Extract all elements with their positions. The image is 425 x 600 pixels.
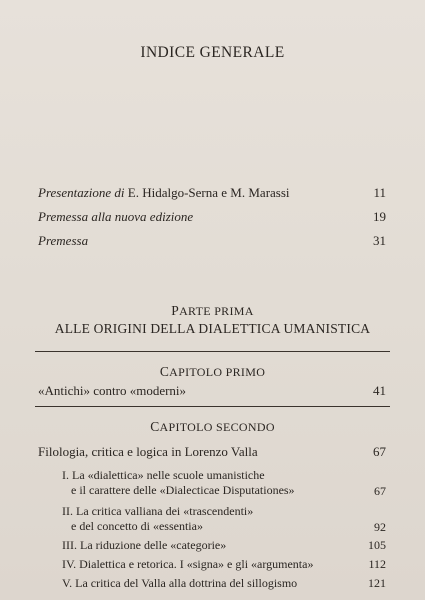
- chapter-label: CAPITOLO SECONDO: [150, 419, 275, 434]
- toc-entry-page: 11: [373, 185, 386, 200]
- toc-section-iv: [62, 557, 386, 572]
- part-title: ALLE ORIGINI DELLA DIALETTICA UMANISTICA: [54, 321, 371, 336]
- toc-entry-page: 67: [373, 444, 386, 459]
- toc-section-page: 112: [368, 557, 386, 571]
- toc-section-ii: [62, 504, 386, 534]
- toc-entry-title: Presentazione di E. Hidalgo-Serna e M. Marassi: [38, 185, 290, 200]
- toc-entry-page: 41: [373, 383, 386, 398]
- toc-entry-page: 31: [373, 233, 386, 248]
- divider: [35, 406, 390, 407]
- toc-section-line: III. La riduzione delle «categorie»: [62, 538, 227, 552]
- toc-section-page: 121: [368, 576, 386, 590]
- part-label: PARTE PRIMA: [171, 303, 254, 318]
- toc-section-page: 67: [374, 484, 386, 498]
- toc-section-line: I. La «dialettica» nelle scuole umanistiche: [62, 468, 265, 482]
- toc-section-page: 105: [368, 538, 386, 552]
- toc-entry-premessa: [38, 233, 386, 249]
- toc-section-v: [62, 576, 386, 591]
- toc-section-page: 92: [374, 520, 386, 534]
- divider: [35, 351, 390, 352]
- toc-entry-title: «Antichi» contro «moderni»: [38, 383, 187, 398]
- toc-section-line: e il carattere delle «Dialecticae Disputationes»: [71, 483, 295, 497]
- toc-section-line: II. La critica valliana dei «trascendenti»: [62, 504, 254, 518]
- toc-entry-title: Premessa alla nuova edizione: [38, 209, 194, 224]
- page-heading: INDICE GENERALE: [140, 44, 285, 61]
- chapter-label: CAPITOLO PRIMO: [159, 364, 266, 379]
- toc-section-line: V. La critica del Valla alla dottrina del sillogismo: [62, 576, 298, 590]
- toc-section-iii: [62, 538, 386, 553]
- toc-entry-page: 19: [373, 209, 386, 224]
- toc-entry-title: Filologia, critica e logica in Lorenzo Valla: [38, 444, 258, 459]
- toc-entry-presentazione: [38, 185, 386, 201]
- toc-entry-premessa-nuova: [38, 209, 386, 225]
- toc-section-line: e del concetto di «essentia»: [71, 519, 203, 533]
- toc-entry-chapter-2: [38, 444, 386, 460]
- toc-section-line: IV. Dialettica e retorica. I «signa» e gli «argumenta»: [62, 557, 314, 571]
- toc-entry-chapter-1: [38, 383, 386, 399]
- toc-section-i: [62, 468, 386, 498]
- toc-entry-title: Premessa: [38, 233, 89, 248]
